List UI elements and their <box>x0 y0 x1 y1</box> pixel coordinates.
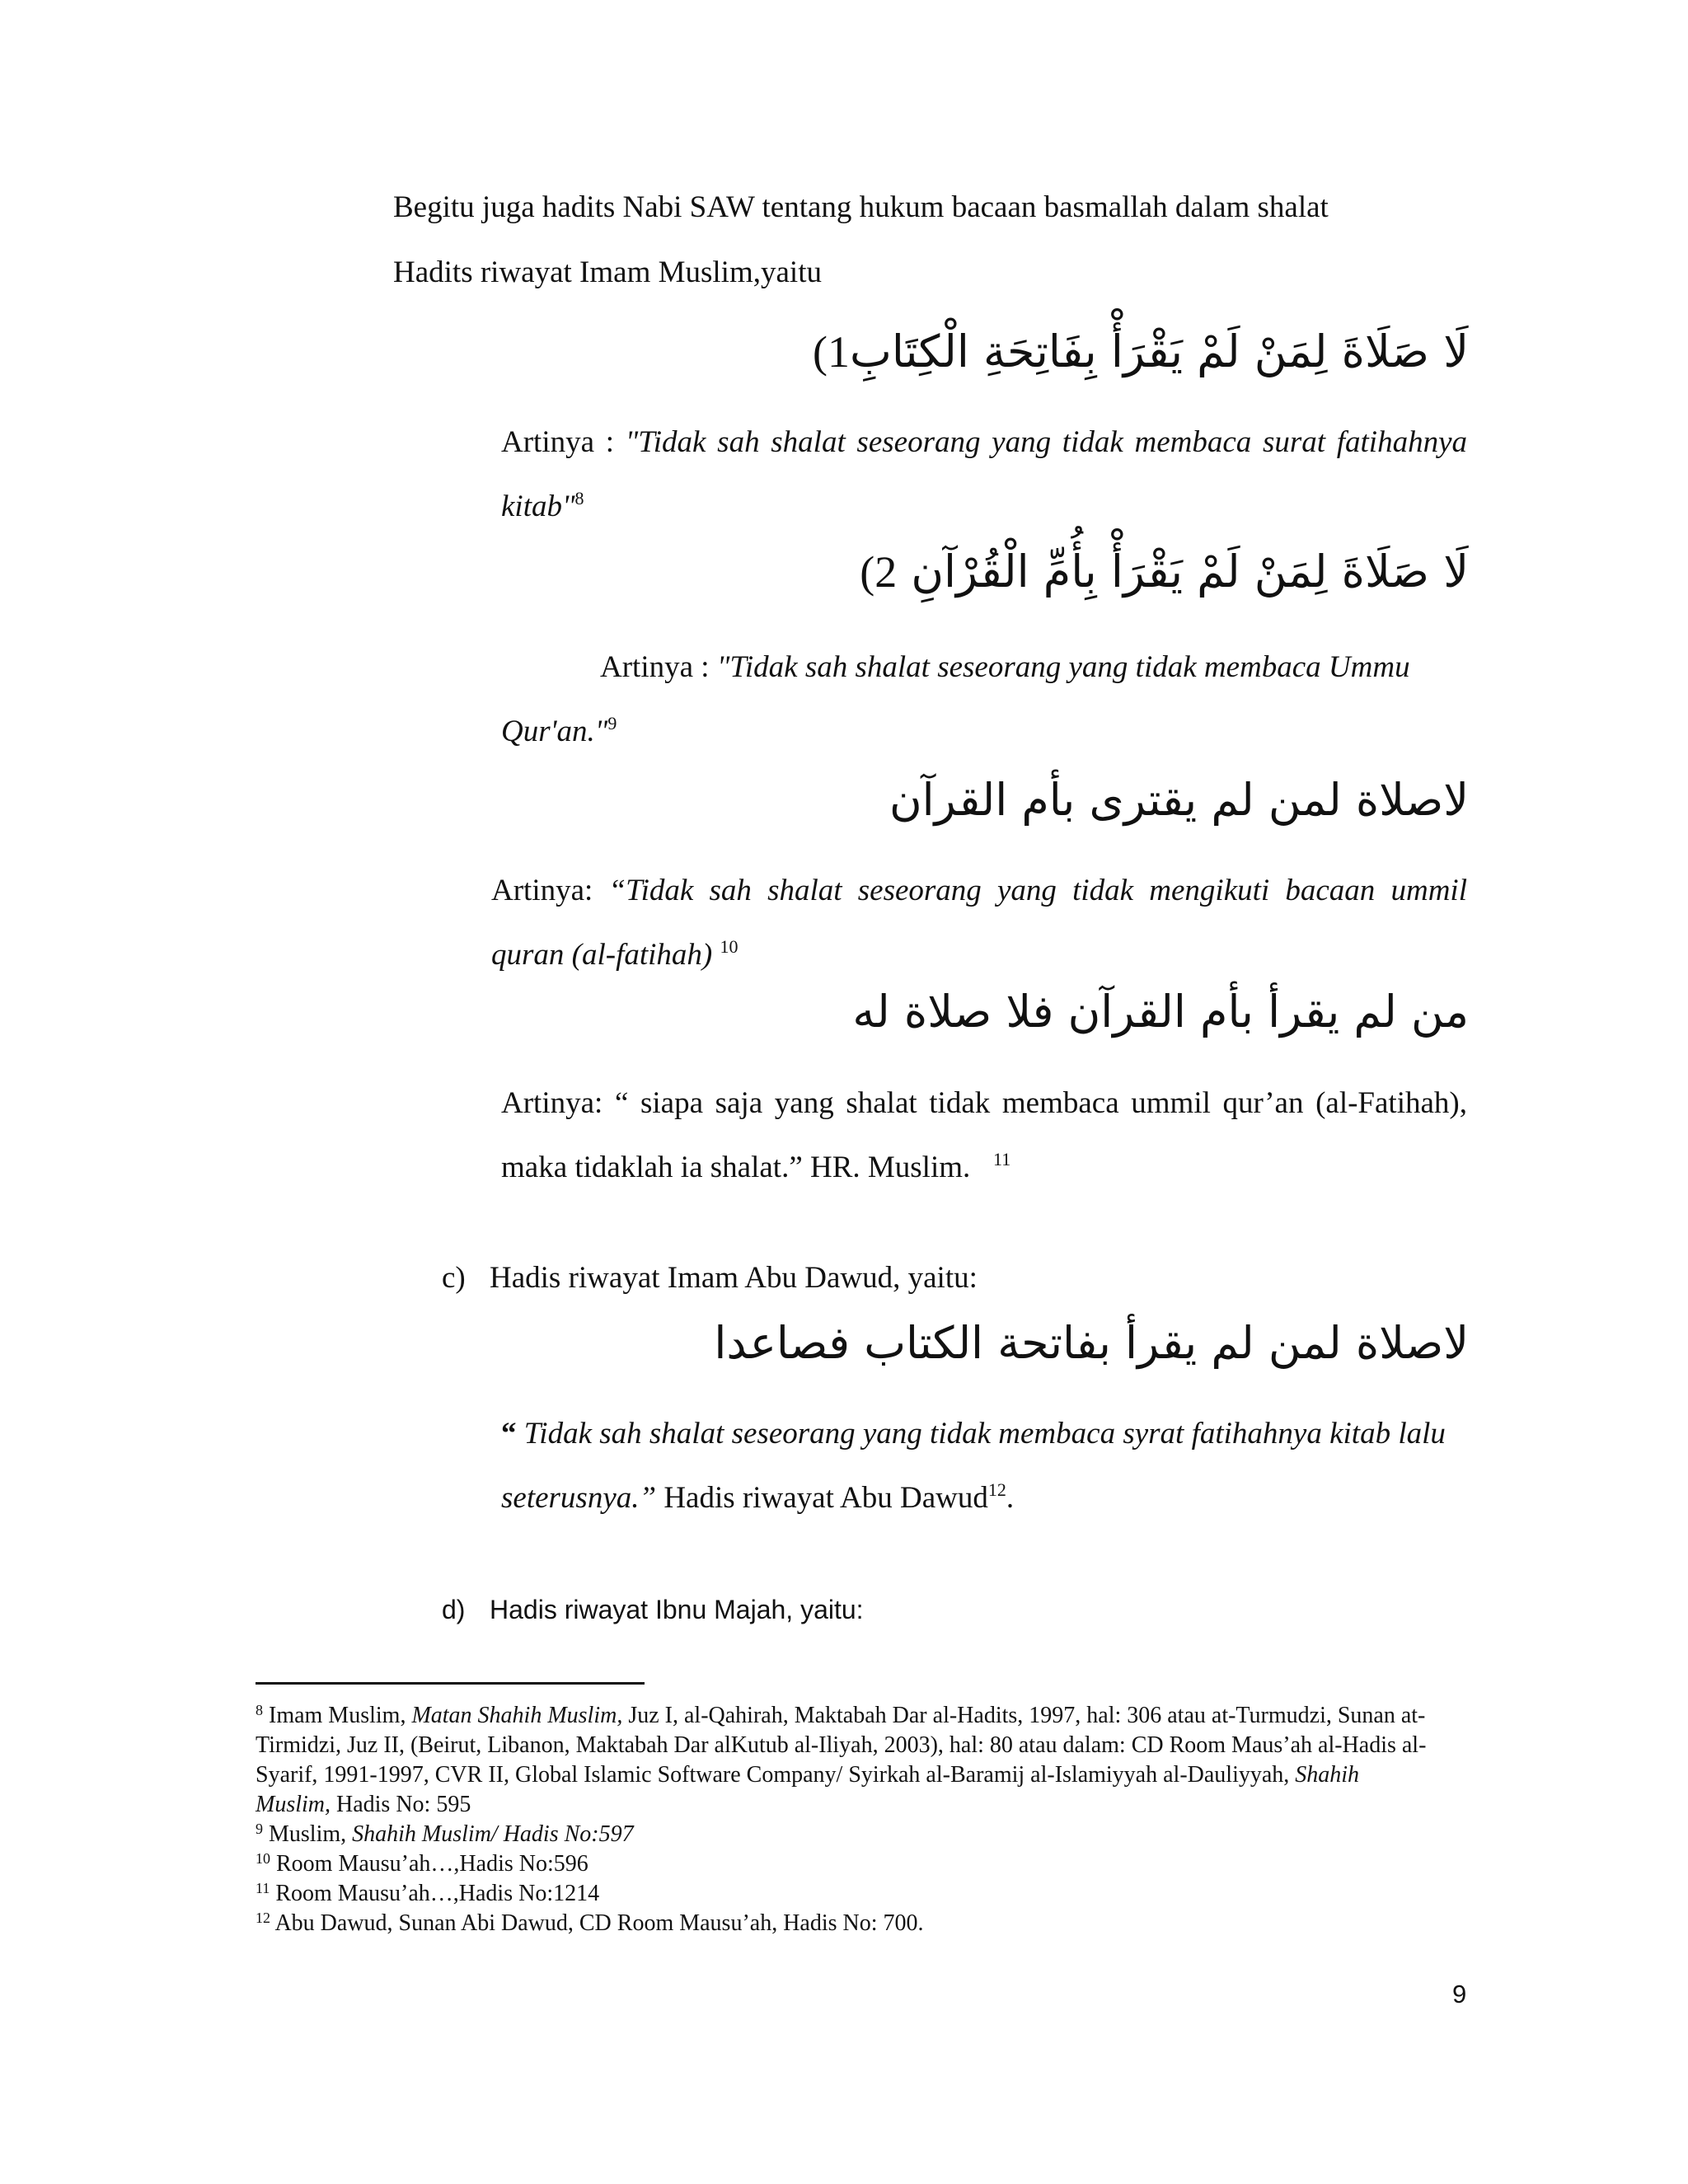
hadith-3-translation <box>491 859 1467 987</box>
hadith-1-number: 1) <box>813 327 851 377</box>
section-c-heading <box>442 1260 978 1296</box>
translation-text: Qur'an." <box>501 715 608 748</box>
footnote-text: Room Mausu’ah…,Hadis No:596 <box>270 1851 588 1877</box>
footnote-title: Shahih Muslim/ Hadis No:597 <box>352 1821 634 1847</box>
hadith-4-arabic: من لم يقرأ بأم القرآن فلا صلاة له <box>852 986 1469 1038</box>
footnote-title: Matan Shahih Muslim, <box>411 1703 623 1728</box>
artinya-label: Artinya : <box>600 650 717 684</box>
translation-text: "Tidak sah shalat seseorang yang tidak membaca surat fatihahnya kitab" <box>501 425 1467 523</box>
footnote-10 <box>256 1849 1432 1879</box>
footnote-number: 10 <box>256 1850 270 1867</box>
footnote-separator <box>256 1682 645 1685</box>
sentence-end: . <box>1006 1481 1015 1515</box>
footnote-text: Hadis No: 595 <box>331 1792 471 1817</box>
footnote-number: 8 <box>256 1702 263 1718</box>
hadith-2-arabic <box>495 539 1469 605</box>
artinya-label: Artinya : <box>501 425 626 459</box>
translation-text: “ siapa saja yang shalat tidak membaca ummil qur’an (al-Fatihah), maka tidaklah ia shalat.” HR. Muslim. <box>501 1086 1467 1184</box>
footnote-ref: 11 <box>993 1149 1011 1169</box>
section-d-heading <box>442 1595 864 1625</box>
footnote-text: Imam Muslim, <box>263 1703 412 1728</box>
footnote-number: 9 <box>256 1821 263 1837</box>
list-marker: c) <box>442 1261 466 1295</box>
section-title: Hadis riwayat Imam Abu Dawud, yaitu: <box>490 1261 978 1295</box>
hadith-1-translation <box>501 410 1467 539</box>
translation-text: Tidak sah shalat seseorang yang tidak membaca syrat fatihahnya kitab lalu seterusnya.” <box>501 1417 1446 1515</box>
hadith-2-translation-line-1 <box>600 635 1410 700</box>
footnote-ref: 12 <box>987 1479 1006 1500</box>
source-text: Hadis riwayat Abu Dawud <box>656 1481 988 1515</box>
section-title: Hadis riwayat Ibnu Majah, yaitu: <box>490 1595 864 1624</box>
page-number: 9 <box>1452 1980 1467 2008</box>
footnote-number: 11 <box>256 1880 270 1896</box>
section-c-arabic: لاصلاة لمن لم يقرأ بفاتحة الكتاب فصاعدا <box>714 1317 1469 1369</box>
hadith-1-arabic-text: لَا صَلَاةَ لِمَنْ لَمْ يَقْرَأْ بِفَاتِحَةِ الْكِتَابِ <box>850 326 1469 377</box>
footnote-number: 12 <box>256 1910 270 1926</box>
footnote-ref: 8 <box>574 488 584 509</box>
artinya-label: Artinya: <box>501 1086 615 1120</box>
intro-line-1: Begitu juga hadits Nabi SAW tentang hukum bacaan basmallah dalam shalat <box>393 190 1329 224</box>
footnote-ref: 10 <box>720 936 738 957</box>
hadith-2-number: 2) <box>860 547 898 597</box>
footnote-9 <box>256 1820 1432 1849</box>
list-marker: d) <box>442 1595 466 1624</box>
footnote-title: Shahih Muslim, <box>256 1762 1360 1817</box>
footnote-ref: 9 <box>607 713 617 733</box>
hadith-3-arabic: لاصلاة لمن لم يقترى بأم القرآن <box>889 774 1469 826</box>
footnote-8 <box>256 1701 1432 1820</box>
section-c-translation <box>501 1402 1467 1530</box>
footnote-12 <box>256 1909 1432 1938</box>
footnote-text: Muslim, <box>263 1821 353 1847</box>
footnote-text: Abu Dawud, Sunan Abi Dawud, CD Room Mausu’ah, Hadis No: 700. <box>270 1910 924 1936</box>
artinya-label: Artinya: <box>491 874 609 907</box>
footnote-11 <box>256 1879 1432 1909</box>
hadith-4-translation <box>501 1071 1467 1200</box>
hadith-1-arabic <box>495 319 1469 385</box>
footnote-text: Juz I, al-Qahirah, Maktabah Dar al-Hadits, 1997, hal: 306 atau at-Turmudzi, Sunan at-Tirmidzi, Juz II, (Beirut, Libanon, Maktabah Dar alKutub al-Iliyah, 2003), hal: 80 atau dalam: CD Room Maus’ah al-Hadis al-Syarif, 1991-1997, CVR II, Global Islamic Software Company/ Syirkah al-Baramij al-Islamiyyah al-Dauliyyah, <box>256 1703 1427 1788</box>
hadith-2-translation-line-2 <box>501 700 617 764</box>
hadith-2-arabic-text: لَا صَلَاةَ لِمَنْ لَمْ يَقْرَأْ بِأُمِّ الْقُرْآنِ <box>911 546 1469 598</box>
quote-mark: “ <box>501 1417 517 1451</box>
footnotes <box>256 1701 1432 1938</box>
translation-text: "Tidak sah shalat seseorang yang tidak membaca Ummu <box>716 650 1410 684</box>
translation-text: “Tidak sah shalat seseorang yang tidak mengikuti bacaan ummil quran (al-fatihah) <box>491 874 1467 972</box>
footnote-text: Room Mausu’ah…,Hadis No:1214 <box>270 1881 600 1906</box>
intro-line-2: Hadits riwayat Imam Muslim,yaitu <box>393 255 822 289</box>
